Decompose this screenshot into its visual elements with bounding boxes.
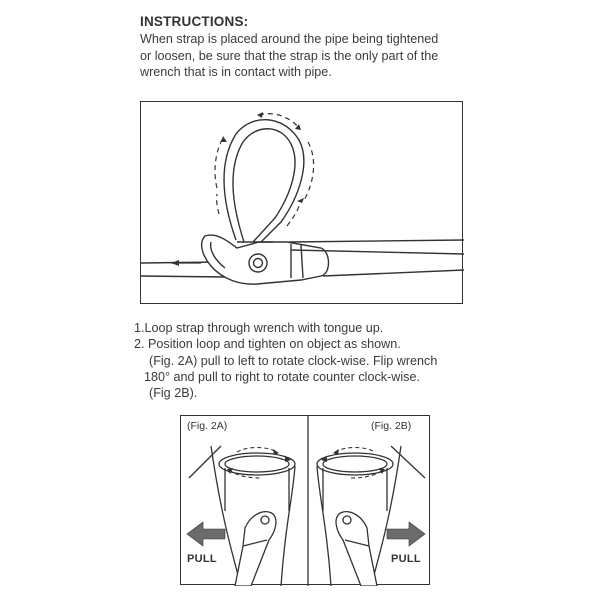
instructions-line: When strap is placed around the pipe being tightened [140,32,439,46]
steps-block [134,320,574,401]
pull-right-label: PULL [391,553,421,565]
wrench-panel-a [235,512,276,586]
strap-wrench-illustration [141,102,464,305]
step-line: (Fig 2B). [149,386,198,401]
strap-loop [224,120,304,242]
step-line: 2. Position loop and tighten on object as shown. [134,337,401,352]
step-line: (Fig. 2A) pull to left to rotate clock-wise. Flip wrench [149,353,438,368]
pull-left-label: PULL [187,553,217,565]
fig-2b-label: (Fig. 2B) [371,420,412,432]
wrench-panel-b [336,512,377,586]
arrow-left-icon [187,522,225,546]
instructions-line: wrench that is in contact with pipe. [140,65,332,79]
dashed-rotation-arrows-icon [215,114,314,226]
figure-pull-directions [180,415,430,585]
step-line: 1.Loop strap through wrench with tongue up. [134,321,384,335]
instructions-block [140,14,580,81]
step-line: 180° and pull to right to rotate counter clock-wise. [144,369,420,384]
arrow-right-icon [387,522,425,546]
instructions-line: or loosen, be sure that the strap is the only part of the [140,48,439,63]
arrow-left-icon [171,260,201,266]
wrench-bolt [249,254,267,272]
rotation-arrows-panel-a [229,448,277,479]
fig-2a-label: (Fig. 2A) [187,420,228,432]
figure-strap-loop [140,101,463,304]
instructions-title: INSTRUCTIONS: [140,14,249,29]
